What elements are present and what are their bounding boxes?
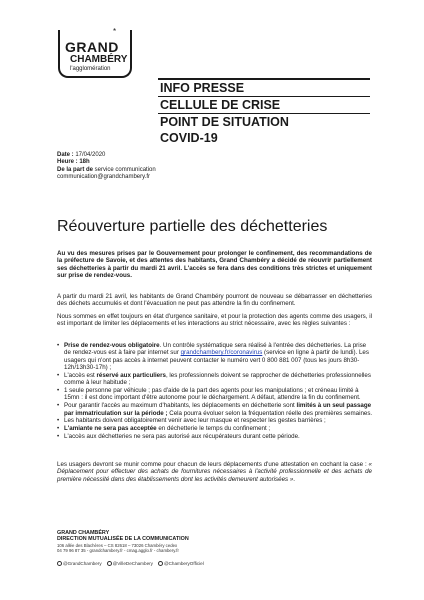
press-line-covid: COVID-19	[160, 131, 218, 145]
press-line-cellule: CELLULE DE CRISE	[160, 98, 281, 112]
grand-chambery-logo	[58, 27, 132, 86]
footer-org: GRAND CHAMBÉRY	[57, 530, 110, 536]
list-item: • L'accès est réservé aux particuliers, les professionnels doivent se rapprocher de déchetteries professionnelles comme à leur habitude ;	[57, 371, 371, 387]
list-item: • L'accès aux déchetteries ne sera pas autorisé aux récupérateurs durant cette période.	[57, 432, 300, 440]
social-facebook[interactable]: @GrandChambery	[57, 560, 102, 567]
press-line-info: INFO PRESSE	[160, 81, 245, 95]
logo-agglomeration: l'agglomération	[70, 66, 111, 72]
coronavirus-link[interactable]: grandchambery.fr/coronavirus	[180, 349, 263, 357]
from-label: De la part de	[57, 166, 94, 173]
press-meta	[57, 152, 156, 182]
footer-direction: DIRECTION MUTUALISÉE DE LA COMMUNICATION	[57, 536, 189, 543]
date-value: 17/04/2020	[73, 152, 106, 158]
intro-paragraph: Au vu des mesures prises par le Gouvernement pour prolonger le confinement, des recommandations de la préfecture de Savoie, et des attentes des habitants, Grand Chambéry a décidé de réouvrir partiellement ses déchetteries à partir du mardi 21 avril. L'accès se fera dans des conditions très strictes et uniquement sur prise de rendez-vous.	[57, 250, 372, 280]
logo-grand: GRAND	[65, 39, 119, 55]
list-item: • L'amiante ne sera pas acceptée en déchetterie le temps du confinement ;	[57, 424, 271, 432]
logo-chambery: CHAMBÉRY	[70, 54, 128, 65]
footer	[57, 530, 189, 553]
list-item: • Prise de rendez-vous obligatoire. Un contrôle systématique sera réalisé à l'entrée des déchetteries. La prise de rendez-vous est à faire par internet sur grandchambery.fr/coronavirus (service en ligne à partir de lundi). Les usagers qui n'ont pas accès à internet peuvent contacter le numéro vert 0 800 881 007 (tous les jours 8h30-12h/13h30-17h) ;	[57, 342, 369, 372]
twitter-icon	[107, 561, 112, 566]
press-line-point: POINT DE SITUATION	[160, 115, 289, 129]
attestation-paragraph: Les usagers devront se munir comme pour chacun de leurs déplacements d'une attestation en cochant la case : « Déplacement pour effectuer des achats de fournitures nécessaires à l'activité professionnelle et des achats de première nécessité dans des établissements dont les activités demeurent autorisées ».	[57, 461, 372, 483]
list-item: • Les habitants doivent obligatoirement venir avec leur masque et respecter les gestes barrières ;	[57, 417, 326, 425]
time-value: 18h	[77, 159, 90, 166]
reopening-paragraph: A partir du mardi 21 avril, les habitants de Grand Chambéry pourront de nouveau se débarrasser en déchetteries des déchets accumulés et dont l'évacuation ne peut pas attendre la fin du confinement.	[57, 293, 372, 308]
contact-email[interactable]: communication@grandchambery.fr	[57, 174, 151, 181]
time-label: Heure :	[57, 159, 78, 166]
social-twitter[interactable]: @VilleDeChambery	[107, 560, 153, 567]
rules-list	[57, 342, 374, 440]
footer-address: 106 allée des Blachères – CS 82618 – 73026 Chambéry cedex	[57, 542, 178, 548]
social-links	[57, 560, 204, 567]
instagram-icon	[158, 561, 163, 566]
press-header	[158, 78, 370, 146]
logo-star: *	[113, 27, 117, 36]
list-item: • Pour garantir l'accès au maximum d'habitants, les déplacements en déchetterie sont limités à un seul passage par immatriculation sur la période ; Cela pourra évoluer selon la fréquentation réelle des premières semaines.	[57, 402, 373, 417]
from-value: service communication	[93, 166, 156, 173]
list-item: • 1 seule personne par véhicule ; pas d'aide de la part des agents pour les manipulations ; et créneau limité à 15mn : il est donc important d'être autonome pour le déchargement. A défaut, attendre la fin du confinement.	[57, 387, 361, 402]
rules-intro-paragraph: Nous sommes en effet toujours en état d'urgence sanitaire, et pour la protection des agents comme des usagers, il est important de limiter les déplacements et les interactions au strict nécessaire, avec les règles suivantes :	[57, 313, 372, 328]
date-label: Date :	[57, 152, 74, 158]
social-instagram[interactable]: @ChamberyOfficiel	[158, 560, 204, 567]
facebook-icon	[57, 561, 62, 566]
page-title: Réouverture partielle des déchetteries	[57, 218, 328, 235]
footer-contacts: 04 79 96 87 35 - grandchambery.fr - cmag.agglo.fr - chambery.fr	[57, 547, 179, 553]
